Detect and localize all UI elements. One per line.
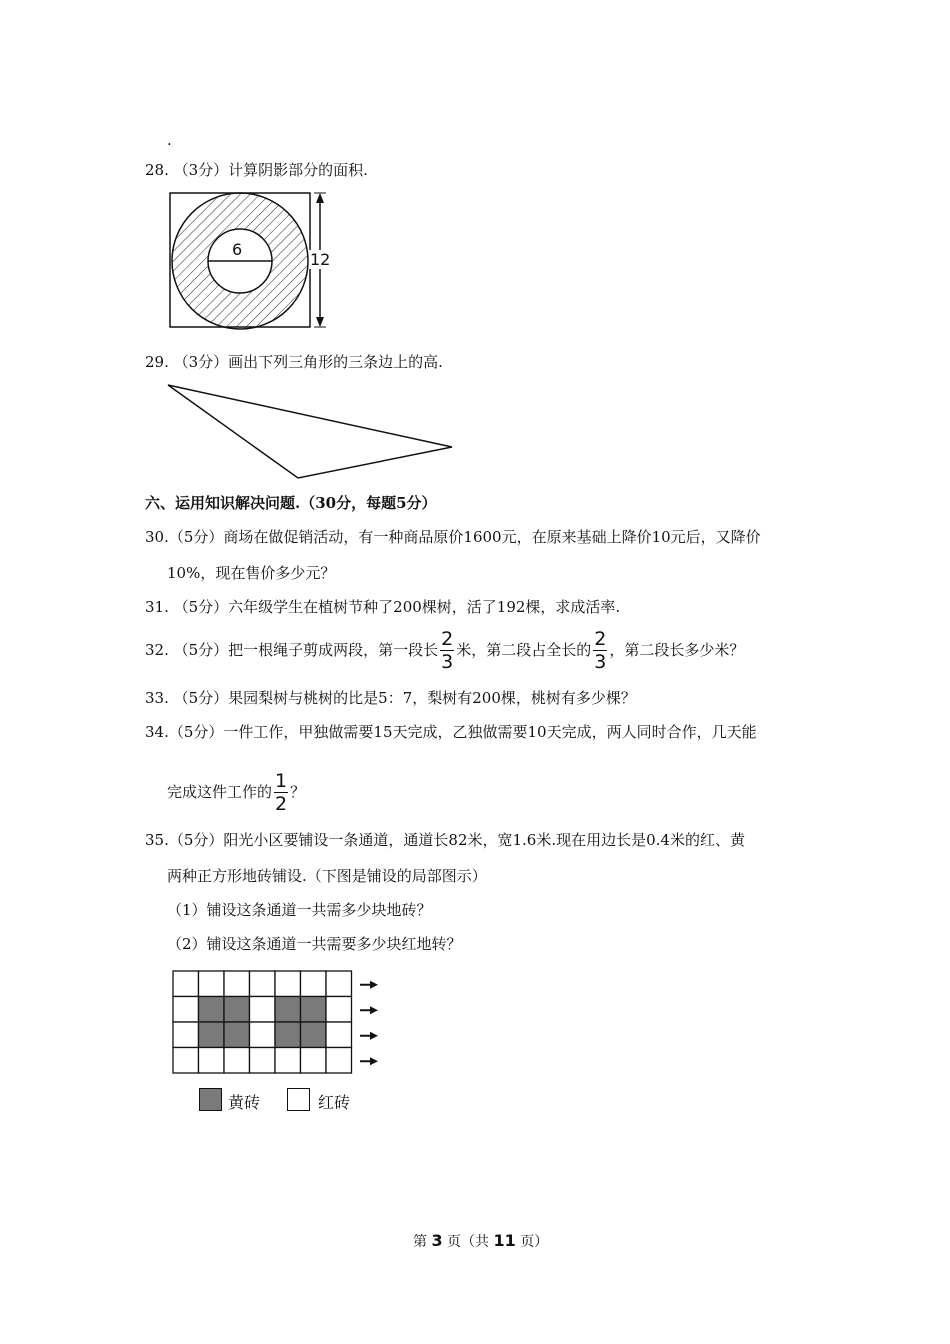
question-35-line2: 两种正方形地砖铺设.（下图是铺设的局部图示） (167, 867, 487, 885)
question-30-line1: 30.（5分）商场在做促销活动，有一种商品原价1600元，在原来基础上降价10元后，又降价 (145, 528, 761, 546)
section-6-title: 六、运用知识解决问题.（30分，每题5分） (145, 494, 437, 512)
question-35-sub1: （1）铺设这条通道一共需多少块地砖？ (167, 901, 432, 919)
legend-red-label: 红砖 (318, 1093, 351, 1112)
yellow-brick-tile (275, 997, 301, 1023)
tile-grid-figure (172, 970, 392, 1080)
page-footer: 第 3 页（共 11 页） (413, 1231, 549, 1250)
arrow-head-icon (370, 1006, 378, 1014)
red-brick-tile (301, 1048, 327, 1074)
question-29-text: 29. （3分）画出下列三角形的三条边上的高. (145, 353, 443, 371)
question-35-line1: 35.（5分）阳光小区要铺设一条通道，通道长82米，宽1.6米.现在用边长是0.4米的红、黄 (145, 831, 745, 849)
question-30-line2: 10%，现在售价多少元？ (167, 564, 336, 582)
red-brick-tile (250, 1022, 276, 1048)
side-length-label: 12 (310, 250, 331, 269)
question-34-line1: 34.（5分）一件工作，甲独做需要15天完成，乙独做需要10天完成，两人同时合作，几天能 (145, 723, 757, 741)
arrow-head-icon (370, 981, 378, 989)
red-brick-tile (250, 971, 276, 997)
red-brick-tile (173, 971, 199, 997)
yellow-brick-tile (224, 1022, 250, 1048)
question-28-text: 28. （3分）计算阴影部分的面积. (145, 161, 368, 179)
yellow-brick-tile (199, 1022, 225, 1048)
red-brick-tile (173, 1022, 199, 1048)
legend-yellow-label: 黄砖 (228, 1093, 261, 1112)
red-brick-tile (250, 997, 276, 1023)
red-brick-tile (199, 971, 225, 997)
red-brick-tile (301, 971, 327, 997)
red-brick-tile (275, 971, 301, 997)
red-brick-tile (275, 1048, 301, 1074)
triangle-figure (160, 375, 460, 485)
legend-red-swatch (287, 1088, 310, 1111)
dimension-arrow-bottom (316, 317, 324, 327)
yellow-brick-tile (301, 1022, 327, 1048)
stray-dot: . (167, 131, 172, 149)
fraction-1-2: $\frac{1}{2}$ (275, 770, 288, 815)
red-brick-tile (326, 1022, 352, 1048)
question-31-text: 31. （5分）六年级学生在植树节种了200棵树，活了192棵，求成活率. (145, 598, 621, 616)
dimension-arrow-top (316, 193, 324, 203)
red-brick-tile (173, 1048, 199, 1074)
red-brick-tile (326, 1048, 352, 1074)
yellow-brick-tile (301, 997, 327, 1023)
arrow-head-icon (370, 1057, 378, 1065)
question-34-line2: 完成这件工作的 $\frac{1}{2}$ ？ (167, 770, 306, 815)
yellow-brick-tile (199, 997, 225, 1023)
question-33-text: 33. （5分）果园梨树与桃树的比是5：7，梨树有200棵，桃树有多少棵？ (145, 689, 636, 707)
yellow-brick-tile (275, 1022, 301, 1048)
fraction-2-3-b: $\frac{2}{3}$ (594, 628, 607, 673)
red-brick-tile (250, 1048, 276, 1074)
question-32-text: 32. （5分）把一根绳子剪成两段，第一段长 $\frac{2}{3}$ 米，第二段占全长的 $\frac{2}{3}$ ，第二段长多少米？ (145, 628, 745, 673)
fraction-2-3-a: $\frac{2}{3}$ (441, 628, 454, 673)
red-brick-tile (224, 1048, 250, 1074)
red-brick-tile (326, 971, 352, 997)
red-brick-tile (199, 1048, 225, 1074)
legend-yellow-swatch (199, 1088, 222, 1111)
triangle (168, 385, 452, 478)
red-brick-tile (224, 971, 250, 997)
inner-diameter-label: 6 (232, 240, 243, 259)
question-35-sub2: （2）铺设这条通道一共需要多少块红地转？ (167, 935, 462, 953)
arrow-head-icon (370, 1032, 378, 1040)
yellow-brick-tile (224, 997, 250, 1023)
red-brick-tile (326, 997, 352, 1023)
red-brick-tile (173, 997, 199, 1023)
